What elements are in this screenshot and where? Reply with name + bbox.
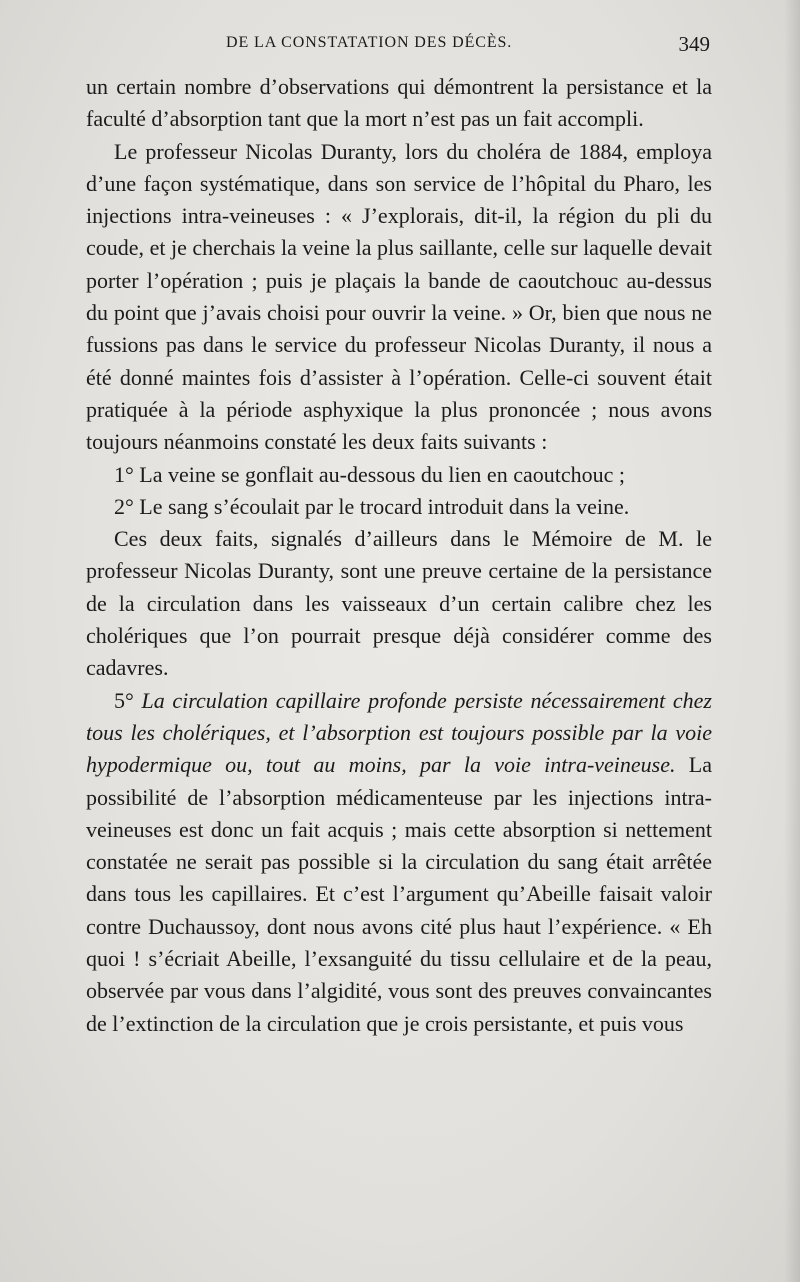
paragraph-fact-one: [86, 459, 712, 491]
paragraph-proof: [86, 523, 712, 684]
running-title: DE LA CONSTATATION DES DÉCÈS.: [226, 34, 513, 51]
text-segment: 2° Le sang s’écoulait par le trocard introduit dans la veine.: [114, 493, 630, 519]
text-segment: 1° La veine se gonflait au-dessous du lien en caoutchouc ;: [114, 461, 625, 487]
paragraph-capillary-circulation: [86, 685, 712, 1040]
text-segment: Ces deux faits, signalés d’ailleurs dans le Mémoire de M. le professeur Nicolas Duranty, sont une preuve certaine de la persistance de la circulation dans les vaisseaux d’un certain calibre chez les cholériques que l’on pourrait presque déjà considérer comme des cadavres.: [86, 526, 712, 681]
italic-thesis: La circulation capillaire profonde persiste nécessairement chez tous les cholériques, et l’absorption est toujours possible par la voie hypodermique ou, tout au moins, par la voie intra-veineuse.: [86, 687, 712, 778]
text-segment: 5°: [114, 687, 142, 713]
paragraph-duranty: [86, 136, 712, 459]
text-segment: un certain nombre d’observations qui démontrent la persistance et la faculté d’absorption tant que la mort n’est pas un fait accompli.: [86, 74, 712, 132]
body-text: [86, 71, 712, 1040]
paragraph-fact-two: [86, 491, 712, 523]
page-edge-shadow: [784, 0, 800, 1282]
text-segment: Le professeur Nicolas Duranty, lors du choléra de 1884, employa d’une façon systématique, dans son service de l’hôpital du Pharo, les injections intra-veineuses : « J’explorais, dit-il, la région du pli du coude, et je cherchais la veine la plus saillante, celle sur laquelle devait porter l’opération ; puis je plaçais la bande de caoutchouc au-dessus du point que j’avais choisi pour ouvrir la veine. » Or, bien que nous ne fussions pas dans le service du professeur Nicolas Duranty, il nous a été donné maintes fois d’assister à l’opération. Celle-ci souvent était pratiquée à la période asphyxique la plus prononcée ; nous avons toujours néanmoins constaté les deux faits suivants :: [86, 138, 712, 455]
text-segment: La possibilité de l’absorption médicamenteuse par les injections intra-veineuses est donc un fait acquis ; mais cette absorption si nettement constatée ne serait pas possible si la circulation du sang était arrêtée dans tous les capillaires. Et c’est l’argument qu’Abeille faisait valoir contre Duchaussoy, dont nous avons cité plus haut l’expérience. « Eh quoi ! s’écriait Abeille, l’exsanguité du tissu cellulaire et de la peau, observée par vous dans l’algidité, vous sont des preuves convaincantes de l’extinction de la circulation que je crois persistante, et puis vous: [86, 752, 712, 1036]
running-head: [0, 34, 710, 64]
paragraph-observations: [86, 71, 712, 136]
page-number: 349: [678, 32, 710, 56]
